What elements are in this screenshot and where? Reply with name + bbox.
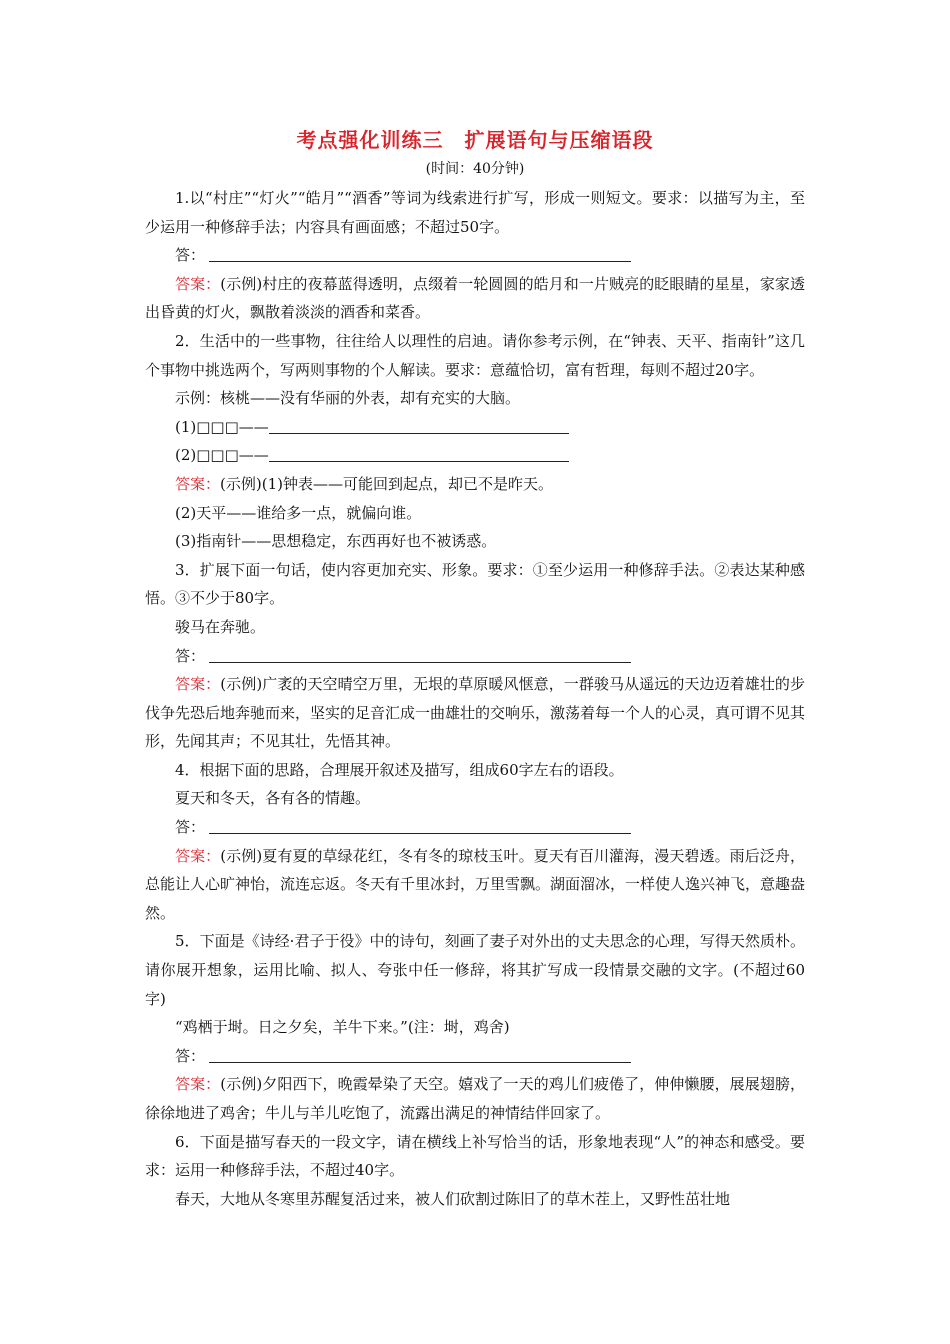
answer-2-item-3: (3)指南针——思想稳定，东西再好也不被诱惑。 <box>175 532 497 551</box>
answer-line-1: 答： <box>145 241 805 270</box>
question-5-sentence: “鸡栖于埘。日之夕矣，羊牛下来。”(注：埘，鸡舍) <box>175 1018 510 1037</box>
answer-blank[interactable] <box>209 243 631 262</box>
question-3-stem: 3．扩展下面一句话，使内容更加充实、形象。要求：①至少运用一种修辞手法。②表达某种感悟。③不少于80字。 <box>145 560 805 608</box>
answer-2: 答案：(示例)(1)钟表——可能回到起点，却已不是昨天。 <box>175 474 553 493</box>
answer-line-4: 答： <box>145 813 805 842</box>
exercise-body <box>145 184 805 1213</box>
answer-blank[interactable] <box>269 443 569 462</box>
question-4-sentence: 夏天和冬天，各有各的情趣。 <box>175 789 371 808</box>
answer-1: 答案：(示例)村庄的夜幕蓝得透明，点缀着一轮圆圆的皓月和一片贼亮的眨眼睛的星星，家家透出昏黄的灯火，飘散着淡淡的酒香和菜香。 <box>145 274 805 322</box>
answer-blank[interactable] <box>209 1044 631 1063</box>
question-1-stem: 1.以“村庄”“灯火”“皓月”“酒香”等词为线索进行扩写，形成一则短文。要求：以描写为主，至少运用一种修辞手法；内容具有画面感；不超过50字。 <box>145 189 805 236</box>
question-6-stem: 6．下面是描写春天的一段文字，请在横线上补写恰当的话，形象地表现“人”的神态和感受。要求：运用一种修辞手法，不超过40字。 <box>145 1132 805 1180</box>
answer-label: 答案： <box>175 846 221 865</box>
answer-line-3: 答： <box>145 642 805 671</box>
question-2-example: 示例：核桃——没有华丽的外表，却有充实的大脑。 <box>175 389 521 408</box>
answer-blank[interactable] <box>209 644 631 663</box>
answer-label: 答案： <box>175 474 221 493</box>
page-title: 考点强化训练三 扩展语句与压缩语段 <box>296 128 654 152</box>
answer-5: 答案：(示例)夕阳西下，晚霞晕染了天空。嬉戏了一天的鸡儿们疲倦了，伸伸懒腰，展展翅膀，徐徐地进了鸡舍；牛儿与羊儿吃饱了，流露出满足的神情结伴回家了。 <box>145 1075 805 1122</box>
answer-label: 答案： <box>175 274 221 293</box>
answer-4: 答案：(示例)夏有夏的草绿花红，冬有冬的琼枝玉叶。夏天有百川灌海，漫天碧透。雨后泛舟，总能让人心旷神怡，流连忘返。冬天有千里冰封，万里雪飘。湖面溜冰，一样使人逸兴神飞，意趣盎然。 <box>145 846 806 922</box>
answer-label: 答案： <box>175 675 221 694</box>
question-4-stem: 4．根据下面的思路，合理展开叙述及描写，组成60字左右的语段。 <box>175 760 624 779</box>
answer-2-item-2: (2)天平——谁给多一点，就偏向谁。 <box>175 503 422 522</box>
question-6-passage: 春天，大地从冬寒里苏醒复活过来，被人们砍割过陈旧了的草木茬上，又野性茁壮地 <box>175 1189 731 1208</box>
answer-3: 答案：(示例)广袤的天空晴空万里，无垠的草原暖风惬意，一群骏马从遥远的天边迈着雄壮的步伐争先恐后地奔驰而来，坚实的足音汇成一曲雄壮的交响乐，激荡着每一个人的心灵，真可谓不见其形，先闻其声；不见其壮，先悟其神。 <box>145 675 806 751</box>
time-limit: (时间：40分钟) <box>425 161 525 177</box>
question-2-blank-1: (1)□□□—— <box>145 413 805 442</box>
answer-blank[interactable] <box>209 815 631 834</box>
answer-label: 答案： <box>175 1075 221 1094</box>
answer-blank[interactable] <box>269 415 569 434</box>
question-3-sentence: 骏马在奔驰。 <box>175 617 266 636</box>
question-2-blank-2: (2)□□□—— <box>145 441 805 470</box>
answer-line-5: 答： <box>145 1042 805 1071</box>
question-5-stem: 5．下面是《诗经·君子于役》中的诗句，刻画了妻子对外出的丈夫思念的心理，写得天然质朴。请你展开想象，运用比喻、拟人、夸张中任一修辞，将其扩写成一段情景交融的文字。(不超过60字) <box>145 932 805 1008</box>
question-2-stem: 2．生活中的一些事物，往往给人以理性的启迪。请你参考示例，在“钟表、天平、指南针”这几个事物中挑选两个，写两则事物的个人解读。要求：意蕴恰切，富有哲理，每则不超过20字。 <box>145 331 805 379</box>
